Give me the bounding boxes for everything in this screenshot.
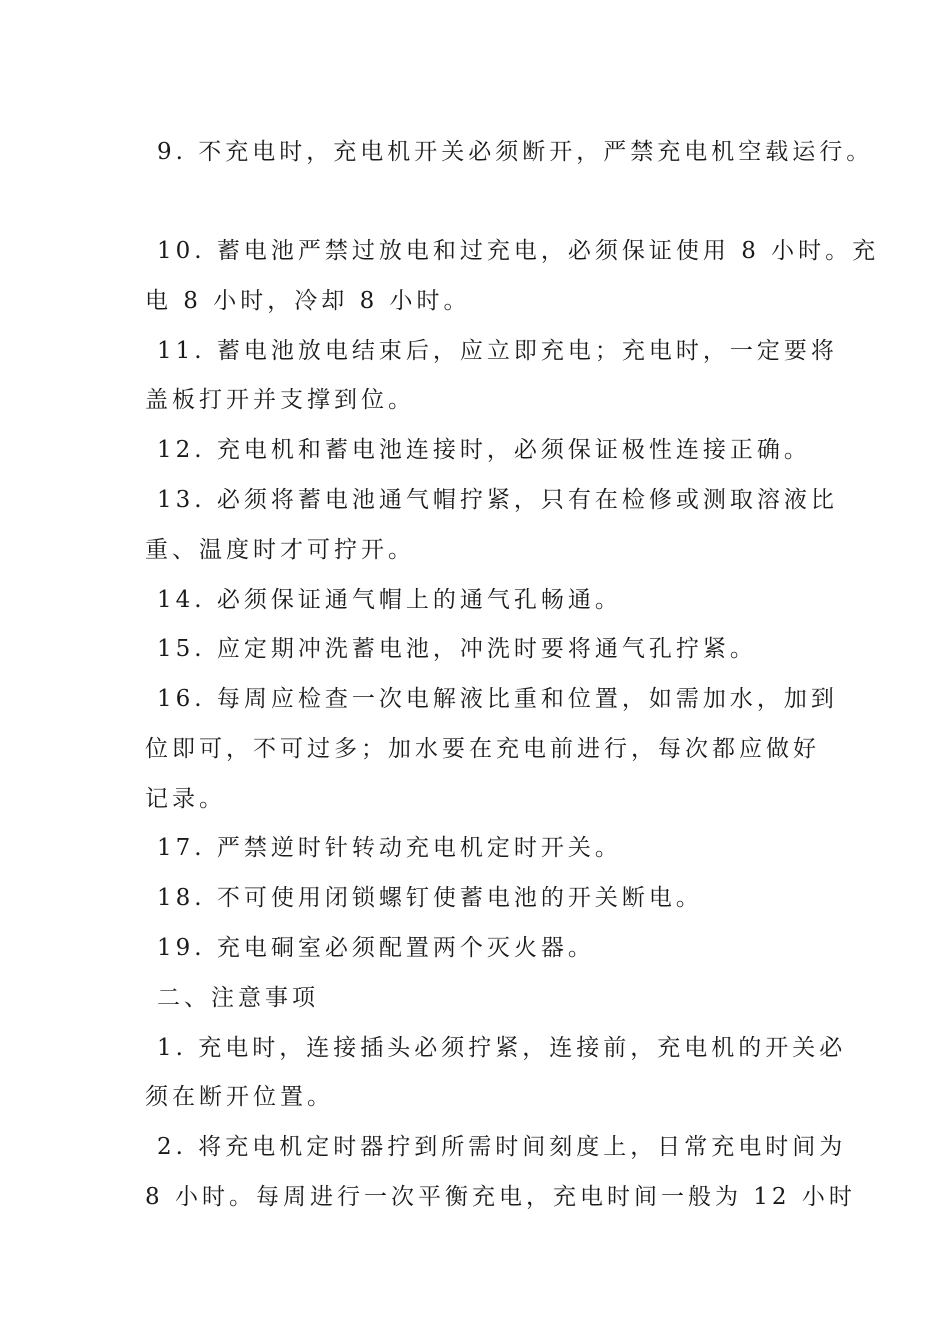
- text-line: 位即可，不可过多；加水要在充电前进行，每次都应做好: [145, 736, 820, 762]
- text-line: 记录。: [145, 786, 226, 812]
- text-line: 1. 充电时，连接插头必须拧紧，连接前，充电机的开关必: [157, 1035, 847, 1061]
- text-line: 12. 充电机和蓄电池连接时，必须保证极性连接正确。: [157, 437, 811, 463]
- text-line: 11. 蓄电池放电结束后，应立即充电；充电时，一定要将: [157, 338, 838, 364]
- text-line: 19. 充电硐室必须配置两个灭火器。: [157, 935, 595, 961]
- text-line: 2. 将充电机定时器拧到所需时间刻度上，日常充电时间为: [157, 1134, 847, 1160]
- text-line: 电 8 小时，冷却 8 小时。: [145, 288, 471, 314]
- text-line: 9. 不充电时，充电机开关必须断开，严禁充电机空载运行。: [157, 139, 874, 165]
- text-line: 14. 必须保证通气帽上的通气孔畅通。: [157, 587, 622, 613]
- text-line: 盖板打开并支撑到位。: [145, 387, 415, 413]
- text-line: 16. 每周应检查一次电解液比重和位置，如需加水，加到: [157, 686, 838, 712]
- section-heading: 二、注意事项: [157, 985, 319, 1011]
- text-line: 13. 必须将蓄电池通气帽拧紧，只有在检修或测取溶液比: [157, 487, 838, 513]
- text-line: 重、温度时才可拧开。: [145, 537, 415, 563]
- text-line: 10. 蓄电池严禁过放电和过充电，必须保证使用 8 小时。充: [157, 238, 880, 264]
- text-line: 8 小时。每周进行一次平衡充电，充电时间一般为 12 小时: [145, 1184, 856, 1210]
- text-line: 18. 不可使用闭锁螺钉使蓄电池的开关断电。: [157, 885, 703, 911]
- text-line: 须在断开位置。: [145, 1084, 334, 1110]
- text-line: 17. 严禁逆时针转动充电机定时开关。: [157, 835, 622, 861]
- text-line: 15. 应定期冲洗蓄电池，冲洗时要将通气孔拧紧。: [157, 636, 757, 662]
